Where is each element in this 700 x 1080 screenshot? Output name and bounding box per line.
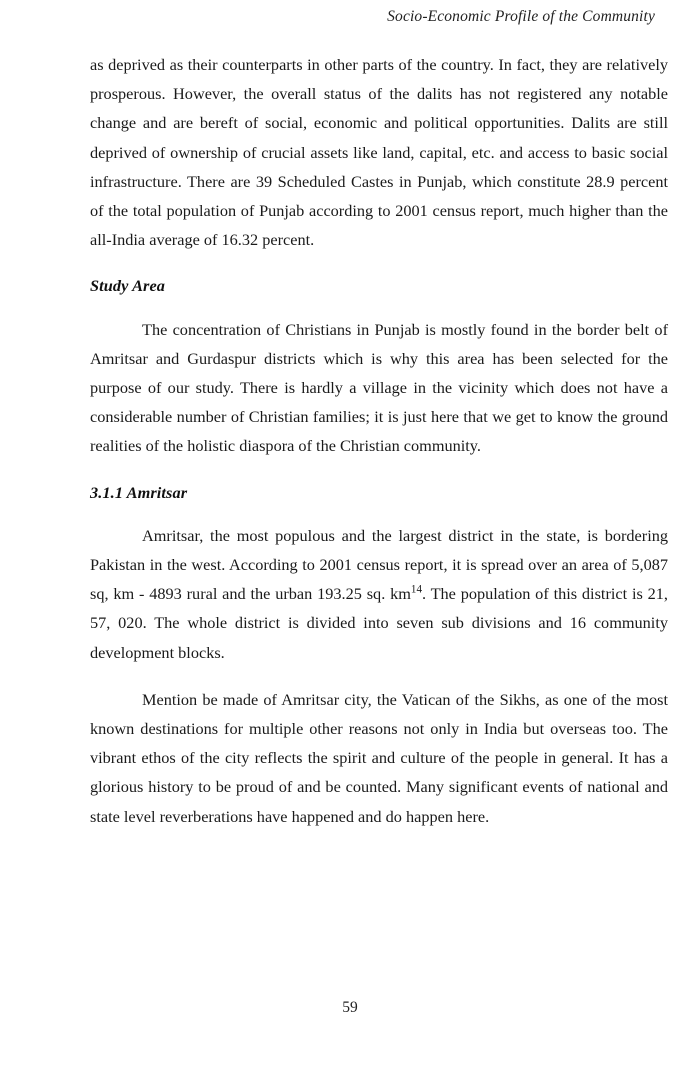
paragraph-amritsar-text-part2: . The population of this district is 21, 57, 020. The whole district is divided into seven sub divisions and 16 community development blocks. [90,584,668,662]
running-head: Socio-Economic Profile of the Community [387,8,655,25]
paragraph-amritsar-city: Mention be made of Amritsar city, the Vatican of the Sikhs, as one of the most known destinations for multiple other reasons not only in India but overseas too. The vibrant ethos of the city reflects the spirit and culture of the people in general. It has a glorious history to be proud of and be counted. Many significant events of national and state level reverberations have happened and do happen here. [90,689,668,826]
page-number: 59 [342,999,358,1016]
paragraph-continued: as deprived as their counterparts in other parts of the country. In fact, they are relatively prosperous. However, the overall status of the dalits has not registered any notable change and are bereft of social, economic and political opportunities. Dalits are still deprived of ownership of crucial assets like land, capital, etc. and access to basic social infrastructure. There are 39 Scheduled Castes in Punjab, which constitute 28.9 percent of the total population of Punjab according to 2001 census report, much higher than the all-India average of 16.32 percent. [90,55,668,250]
paragraph-study-area: The concentration of Christians in Punjab is mostly found in the border belt of Amritsar and Gurdaspur districts which is why this area has been selected for the purpose of our study. There is hardly a village in the vicinity which does not have a considerable number of Christian families; it is just here that we get to know the ground realities of the holistic diaspora of the Christian community. [90,319,668,456]
paragraph-amritsar-text-part1: Amritsar, the most populous and the largest district in the state, is bordering Pakistan in the west. According to 2001 census report, it is spread over an area of 5,087 sq, km - 4893 rural and the urban 193.25 sq. km [90,525,668,604]
text-column [90,50,668,831]
paragraph-amritsar-district [90,521,668,667]
heading-3-1-1-amritsar: 3.1.1 Amritsar [90,482,188,502]
heading-study-area: Study Area [90,276,166,296]
footnote-marker-14: 14 [410,583,422,596]
